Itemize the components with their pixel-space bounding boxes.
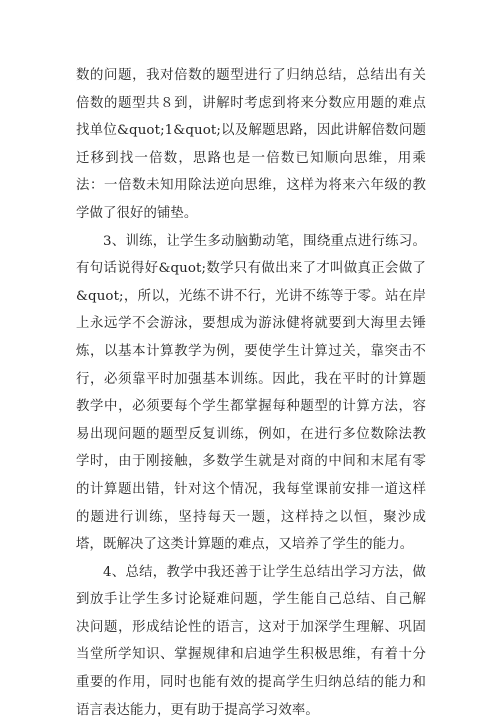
paragraph-summary: 4、总结，教学中我还善于让学生总结出学习方法，做到放手让学生多讨论疑难问题，学生能自己总结、自己解决问题，形成结论性的语言，这对于加深学生理解、巩固当堂所学知识、掌握规律和启迪学生积极思维，有着十分重要的作用，同时也能有效的提高学生归纳总结的能力和语言表达能力，更有助于提高学习效率。 [76, 564, 426, 718]
paragraph-training: 3、训练，让学生多动脑勤动笔，围绕重点进行练习。有句话说得好&quot;数学只有做出来了才叫做真正会做了&quot;，所以，光练不讲不行，光讲不练等于零。站在岸上永远学不会游泳，要想成为游泳健将就要到大海里去锤炼，以基本计算教学为例，要使学生计算过关，靠突击不行，必须靠平时加强基本训练。因此，我在平时的计算题教学中，必须要每个学生都掌握每种题型的计算方法，容易出现问题的题型反复训练，例如，在进行多位数除法教学时，由于刚接触，多数学生就是对商的中间和末尾有零的计算题出错，针对这个情况，我每堂课前安排一道这样的题进行训练，坚持每天一题，这样持之以恒，聚沙成塔，既解决了这类计算题的难点，又培养了学生的能力。 [76, 233, 426, 553]
paragraph-continuation-multiples: 数的问题，我对倍数的题型进行了归纳总结，总结出有关倍数的题型共８到，讲解时考虑到将来分数应用题的难点找单位&quot;1&quot;以及解题思路，因此讲解倍数问题迁移到找一倍数，思路也是一倍数已知顺向思维，用乘法：一倍数未知用除法逆向思维，这样为将来六年级的教学做了很好的铺垫。 [76, 68, 426, 221]
document-page [76, 62, 426, 724]
